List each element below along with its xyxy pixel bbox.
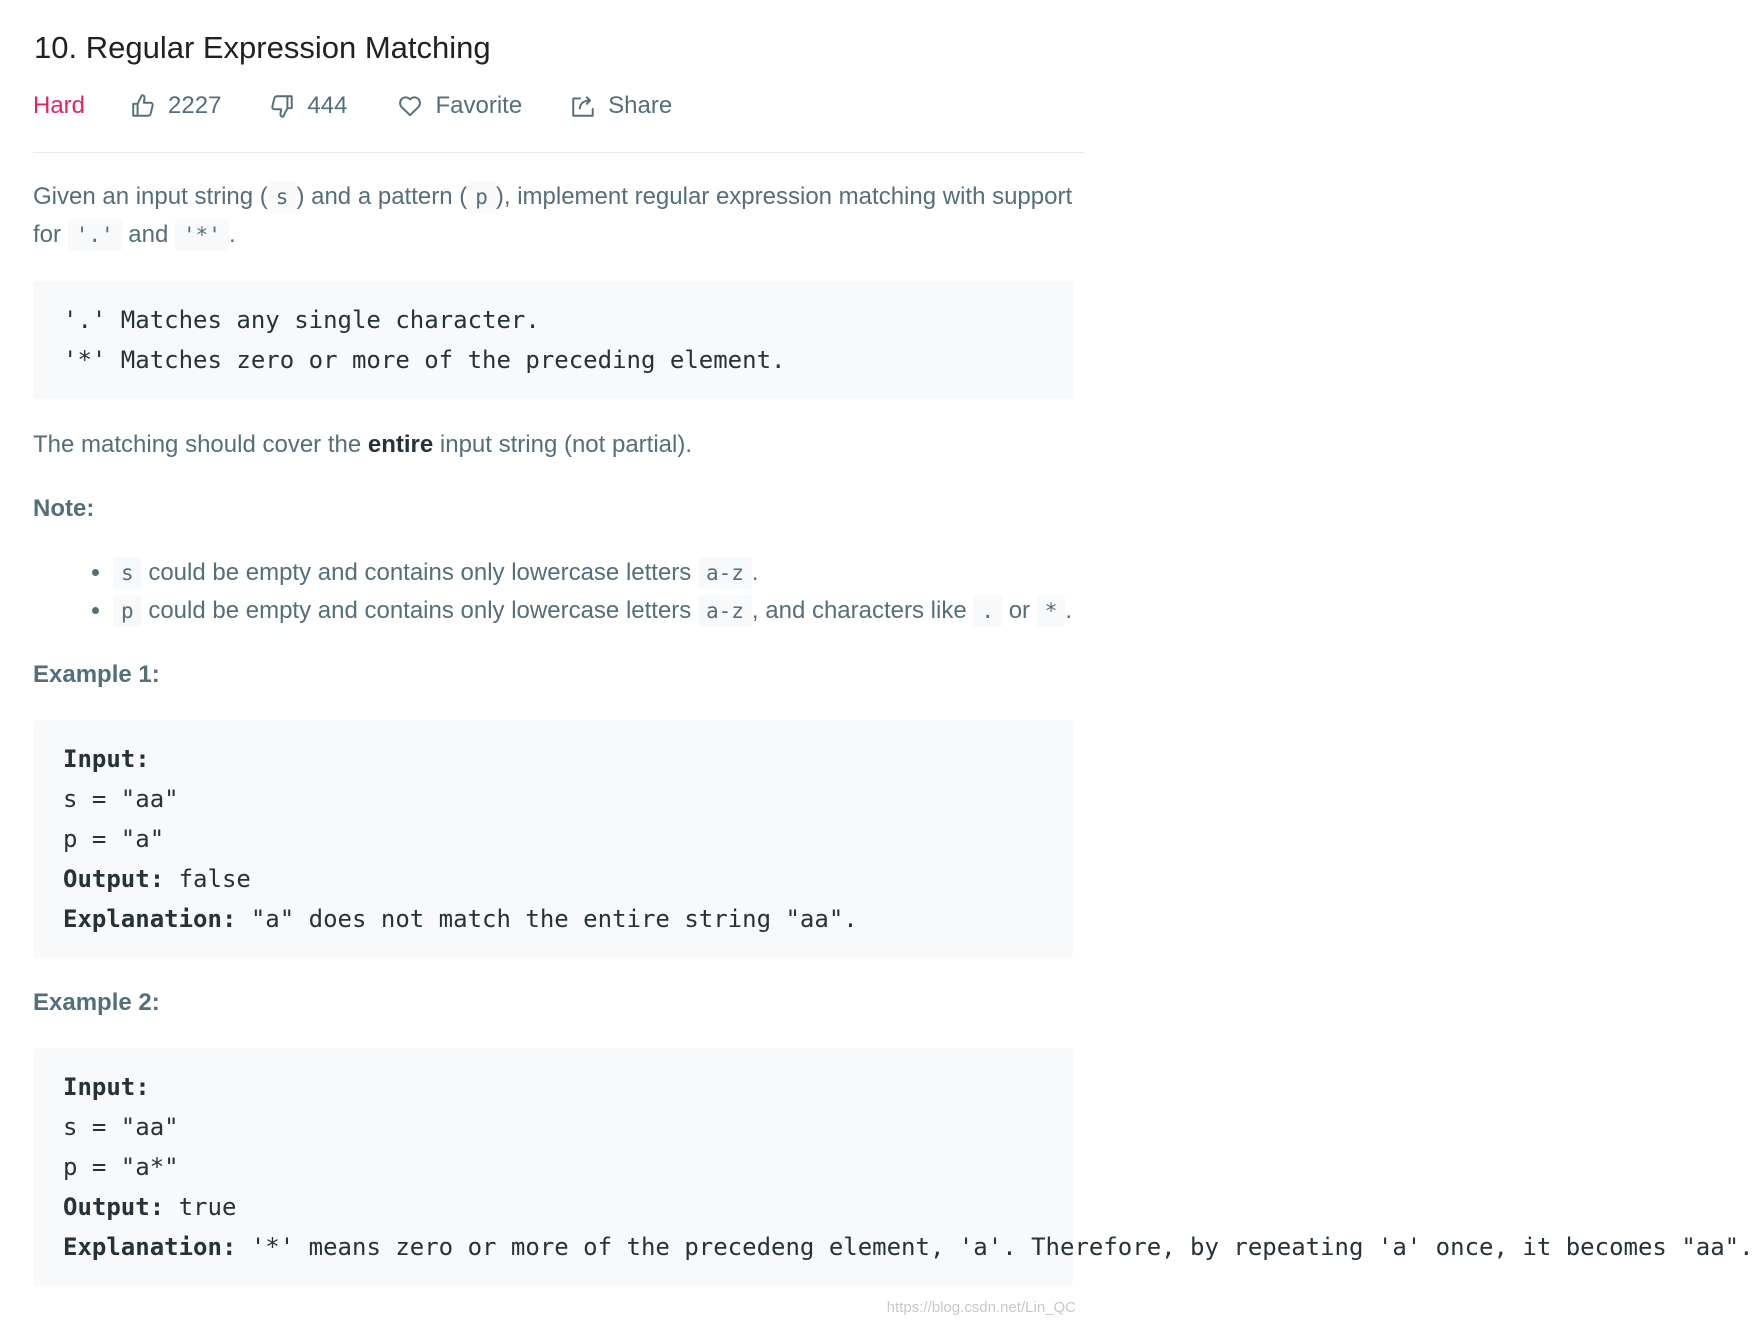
dislike-button[interactable] (269, 92, 347, 120)
explanation-text: "a" does not match the entire string "aa". (250, 905, 858, 933)
difficulty-badge: Hard (33, 92, 86, 119)
problem-description (33, 178, 1754, 1286)
intro-paragraph (33, 178, 1073, 254)
like-count: 2227 (168, 92, 222, 119)
note-text: . (1065, 597, 1073, 624)
note-item (113, 554, 1073, 592)
favorite-button[interactable] (397, 92, 522, 120)
input-label: Input: (63, 745, 150, 773)
note-item (113, 592, 1073, 630)
example-heading: Example 1: (33, 661, 160, 688)
code-s: s (268, 181, 297, 213)
problem-page (33, 0, 1754, 1324)
intro-text: Given an input string ( (33, 183, 268, 210)
example-p-line: p = "a" (63, 825, 165, 853)
code-star: '*' (175, 219, 229, 251)
code-dot: . (973, 595, 1002, 627)
rule-line: '.' Matches any single character. (63, 306, 540, 334)
code-s: s (113, 557, 142, 589)
example-heading: Example 2: (33, 989, 160, 1016)
thumbs-up-icon (130, 93, 156, 119)
note-list (33, 554, 1073, 630)
share-button[interactable] (570, 92, 672, 120)
share-icon (570, 93, 596, 119)
heart-icon (397, 93, 423, 119)
example-p-line: p = "a*" (63, 1153, 179, 1181)
intro-text: . (228, 221, 236, 248)
share-label: Share (608, 92, 673, 119)
note-text: or (1008, 597, 1031, 624)
intro-text: ) and a pattern ( (296, 183, 468, 210)
favorite-label: Favorite (435, 92, 523, 119)
note-text: , and characters like (751, 597, 967, 624)
problem-title: 10. Regular Expression Matching (34, 30, 491, 65)
output-label: Output: (63, 1193, 165, 1221)
code-star: * (1037, 595, 1066, 627)
code-p: p (467, 181, 496, 213)
note-text: could be empty and contains only lowercase letters (148, 559, 692, 586)
divider (33, 152, 1084, 153)
rules-code-block (33, 281, 1073, 399)
cover-paragraph (33, 426, 1073, 464)
code-dot: '.' (68, 219, 122, 251)
watermark: https://blog.csdn.net/Lin_QC (886, 1299, 1076, 1316)
output-value: true (178, 1193, 237, 1221)
thumbs-down-icon (269, 93, 295, 119)
explanation-text: '*' means zero or more of the precedeng element, 'a'. Therefore, by repeating 'a' once, it becomes "aa". (250, 1233, 1754, 1261)
explanation-label: Explanation: (63, 905, 237, 933)
note-text: could be empty and contains only lowercase letters (148, 597, 692, 624)
code-range: a-z (698, 557, 752, 589)
code-p: p (113, 595, 142, 627)
intro-text: and (128, 221, 169, 248)
example-code-block (33, 1048, 1754, 1286)
example-s-line: s = "aa" (63, 1113, 179, 1141)
output-value: false (178, 865, 251, 893)
like-button[interactable] (130, 92, 221, 120)
note-heading: Note: (33, 495, 95, 522)
code-range: a-z (698, 595, 752, 627)
cover-text: input string (not partial). (439, 431, 693, 458)
intro-text: ), implement regular expression matching with support for (33, 183, 1073, 248)
cover-text: The matching should cover the (33, 431, 362, 458)
output-label: Output: (63, 865, 165, 893)
cover-bold: entire (367, 431, 434, 458)
input-label: Input: (63, 1073, 150, 1101)
example-code-block (33, 720, 1073, 958)
problem-meta-bar (33, 88, 672, 124)
rule-line: '*' Matches zero or more of the preceding element. (63, 346, 786, 374)
explanation-label: Explanation: (63, 1233, 237, 1261)
dislike-count: 444 (307, 92, 348, 119)
example-s-line: s = "aa" (63, 785, 179, 813)
note-text: . (751, 559, 759, 586)
